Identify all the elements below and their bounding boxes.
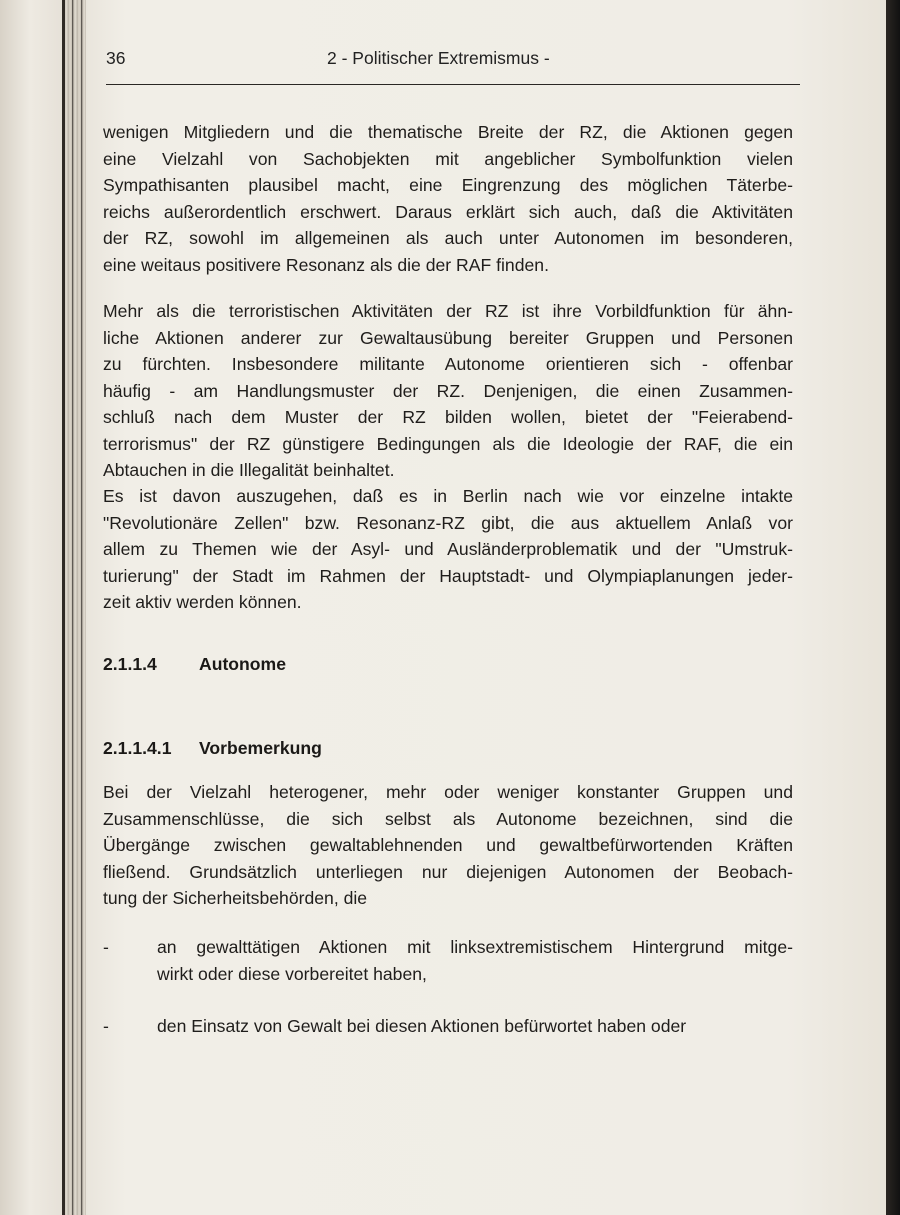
bullet-text (157, 1013, 793, 1040)
book-right-edge (886, 0, 900, 1215)
text-line: häufig - am Handlungsmuster der RZ. Denjenigen, die einen Zusammen- (103, 380, 793, 401)
text-line: turierung" der Stadt im Rahmen der Hauptstadt- und Olympiaplanungen jeder- (103, 565, 793, 586)
text-line: Es ist davon auszugehen, daß es in Berlin nach wie vor einzelne intakte (103, 486, 793, 506)
paragraph-1 (103, 119, 793, 278)
text-line: schluß nach dem Muster der RZ bilden wollen, bietet der "Feierabend- (103, 407, 793, 427)
text-line: Mehr als die terroristischen Aktivitäten der RZ ist ihre Vorbildfunktion für ähn- (103, 301, 793, 321)
paragraph-4 (103, 779, 793, 912)
text-line: reichs außerordentlich erschwert. Daraus erklärt sich auch, daß die Aktivitäten (103, 201, 793, 222)
text-line: an gewalttätigen Aktionen mit linksextremistischem Hintergrund mitge- (157, 937, 793, 957)
text-line: Sympathisanten plausibel macht, eine Eingrenzung des möglichen Täterbe- (103, 175, 793, 195)
heading-number: 2.1.1.4 (103, 654, 157, 674)
text-line: Abtauchen in die Illegalität beinhaltet. (103, 460, 395, 480)
text-line: allem zu Themen wie der Asyl- und Ausländerproblematik und der "Umstruk- (103, 539, 793, 559)
paragraph-3 (103, 483, 793, 616)
text-line: fließend. Grundsätzlich unterliegen nur diejenigen Autonomen der Beobach- (103, 861, 793, 882)
bullet-text (157, 934, 793, 987)
heading-title: Vorbemerkung (199, 738, 322, 758)
heading-title: Autonome (199, 654, 286, 674)
paragraph-2 (103, 298, 793, 484)
text-line: Übergänge zwischen gewaltablehnenden und gewaltbefürwortenden Kräften (103, 835, 793, 855)
text-line: wirkt oder diese vorbereitet haben, (157, 963, 427, 984)
text-line: liche Aktionen anderer zur Gewaltausübung bereiter Gruppen und Personen (103, 327, 793, 348)
text-line: eine weitaus positivere Resonanz als die der RAF finden. (103, 254, 549, 275)
heading-number: 2.1.1.4.1 (103, 738, 172, 758)
book-page-edges (0, 0, 90, 1215)
header-rule (106, 84, 800, 85)
text-line: der RZ, sowohl im allgemeinen als auch unter Autonomen im besonderen, (103, 228, 793, 248)
text-line: "Revolutionäre Zellen" bzw. Resonanz-RZ gibt, die aus aktuellem Anlaß vor (103, 512, 793, 533)
text-line: wenigen Mitgliedern und die thematische Breite der RZ, die Aktionen gegen (103, 122, 793, 142)
running-title: 2 - Politischer Extremismus - (327, 48, 550, 68)
text-line: tung der Sicherheitsbehörden, die (103, 888, 368, 908)
text-line: den Einsatz von Gewalt bei diesen Aktionen befürwortet haben oder (157, 1016, 687, 1036)
text-line: Bei der Vielzahl heterogener, mehr oder weniger konstanter Gruppen und (103, 782, 793, 802)
bullet-dash: - (103, 937, 109, 957)
text-line: eine Vielzahl von Sachobjekten mit angeblicher Symbolfunktion vielen (103, 148, 793, 169)
text-line: zu fürchten. Insbesondere militante Autonome orientieren sich - offenbar (103, 354, 793, 374)
section-heading-vorbemerkung (103, 738, 322, 759)
page-number: 36 (106, 48, 126, 68)
page-header (106, 48, 796, 76)
text-line: Zusammenschlüsse, die sich selbst als Autonome bezeichnen, sind die (103, 808, 793, 829)
section-heading-autonome (103, 654, 286, 675)
bullet-dash: - (103, 1016, 109, 1036)
text-line: terrorismus" der RZ günstigere Bedingungen als die Ideologie der RAF, die ein (103, 433, 793, 454)
text-line: zeit aktiv werden können. (103, 592, 302, 612)
